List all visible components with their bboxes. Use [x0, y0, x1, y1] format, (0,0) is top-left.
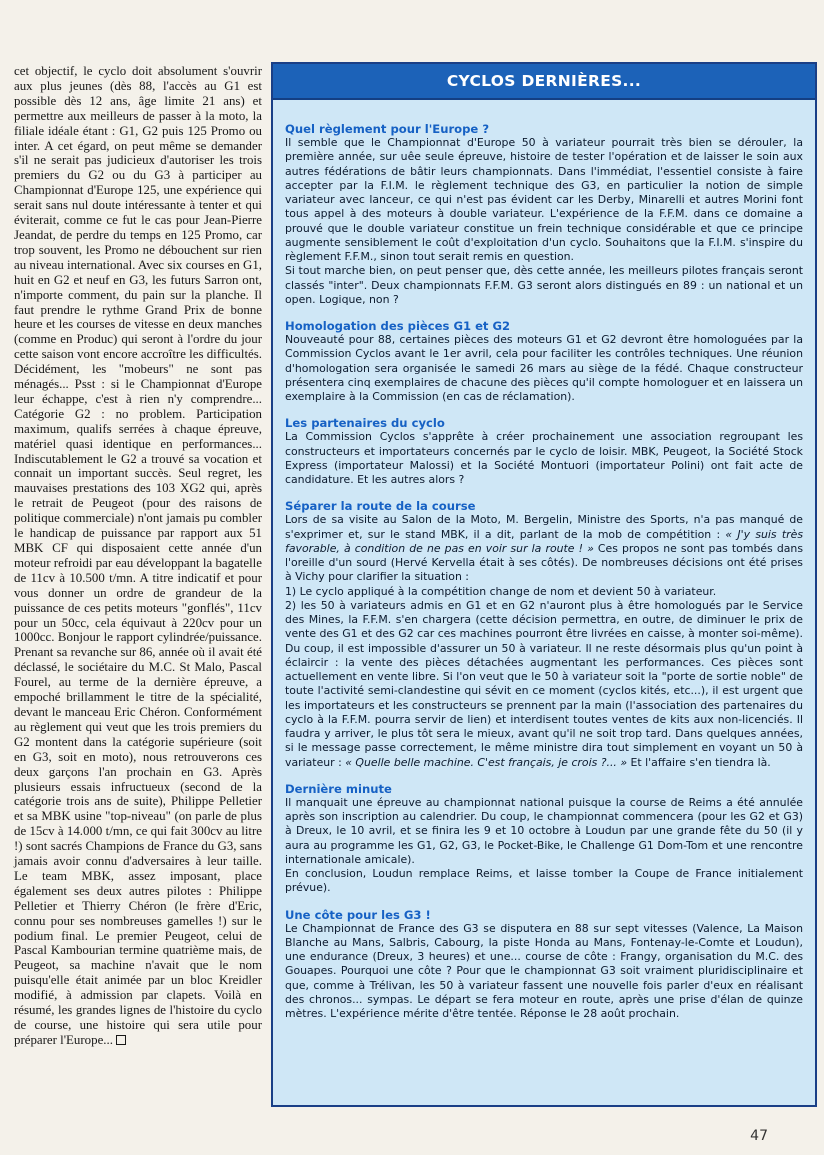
- section-heading-partenaires: Les partenaires du cyclo: [285, 416, 445, 431]
- section-heading-reglement-europe: Quel règlement pour l'Europe ?: [285, 122, 490, 136]
- minister-quote-1: « J'y suis très favorable, à condition de ne pas en voir sur la route ! »: [285, 527, 804, 555]
- sidebar-header: [273, 64, 815, 100]
- section-text-separer-route: [285, 513, 803, 770]
- separer-route-text-part-2: Ces propos ne sont pas tombés dans l'oreille d'un sourd (Hervé Kervella était à ses côtés). De nombreuses décisions ont été prises à Vichy pour clarifier la situation : 1) Le cyclo appliqué à la compétition change de nom et devient 50 à variateur. 2) les 50 à variateurs admis en G1 et en G2 n'auront plus à être homologués par le Service des Mines, la F.F.M. s'en chargera (cette décision permettra, en outre, de diminuer le prix de vente des G1 et des G2 car ces machines pourront être livrées en caisse, à monter soi-même). Du coup, il est impossible d'assurer un 50 à variateur. Il ne reste désormais plus qu'un point à éclaircir : la vente des pièces détachées augmentant les performances. Ces pièces sont actuellement en vente libre. Si l'on veut que le 50 à variateur soit la "porte de sortie noble" de toute l'activité semi-clandestine qui sévit en ce moment (cyclos kités, etc...), il est urgent que les importateurs et les constructeurs se prennent par la main (l'association des partenaires du cyclo à la F.F.M. pourra servir de lien) et interdisent toutes ventes de kits aux non-licenciés. Il faudra y arriver, le plus tôt sera le mieux, avant qu'il ne soit trop tard. Dans quelques années, si le message passe correctement, le même ministre dira tout simplement en voyant un 50 à variateur :: [285, 541, 804, 769]
- section-heading-cote-g3: Une côte pour les G3 !: [285, 907, 431, 922]
- section-heading-derniere-minute: Dernière minute: [285, 781, 392, 796]
- minister-quote-2: « Quelle belle machine. C'est français, je crois ?... »: [345, 755, 628, 769]
- section-text-homologation: Nouveauté pour 88, certaines pièces des moteurs G1 et G2 devront être homologuées par la Commission Cyclos avant le 1er avril, cela pour faciliter les contrôles techniques. Une réunion d'homologation sera organisée le samedi 26 mars au siège de la fédé. Chaque constructeur présentera cinq exemplaires de chacune des pièces qu'il compte homologuer et en laissera un exemplaire à la Commission (en cas de réclamation).: [285, 333, 803, 403]
- left-article-column: [14, 64, 262, 1048]
- sidebar-body: [285, 122, 803, 1033]
- section-text-reglement-europe: Il semble que le Championnat d'Europe 50 à variateur pourrait très bien se dérouler, la première année, sur uêe seule épreuve, histoire de tester l'opération et de laisser le soin aux autres fédérations de bâtir leurs championnats. Dans l'immédiat, l'essentiel consiste à faire accepter par la F.I.M. le règlement technique des G3, en particulier la notion de simple variateur avec lanceur, ce qui n'est pas évident car les Derby, Minarelli et autres Morini font tous appel à des moteurs à double variateur. L'expérience de la F.F.M. dans ce domaine a prouvé que le double variateur constitue un frein technique considérable et que ce principe augmente sensiblement le coût d'exploitation d'un cyclo. Souhaitons que la F.I.M. s'inspire du règlement F.F.M., sinon tout serait remis en question. Si tout marche bien, on peut penser que, dès cette année, les meilleurs pilotes français seront classés "inter". Deux championnats F.F.M. G3 seront alors distingués en 89 : un national et un open. Logique, non ?: [285, 136, 803, 306]
- end-of-article-square-icon: [116, 1035, 126, 1045]
- section-heading-homologation: Homologation des pièces G1 et G2: [285, 319, 511, 333]
- section-text-cote-g3: Le Championnat de France des G3 se disputera en 88 sur sept vitesses (Valence, La Maison Blanche au Mans, Salbris, Cabourg, la piste Honda au Mans, Fontenay-le-Comte et Loudun), une endurance (Dreux, 3 heures) et une... course de côte : Frangy, organisation du M.C. des Gouapes. Pourquoi une côte ? Pour que le championnat G3 soit vraiment pluridisciplinaire et que, comme à Trélivan, les 50 à variateur fassent une nouvelle fois parler d'eux en réalisant des chronos... sympas. Le départ se fera moteur en route, après une prise d'élan de quinze mètres. L'expérience mérite d'être tentée. Réponse le 28 août prochain.: [285, 921, 803, 1020]
- separer-route-text-part-1: Lors de sa visite au Salon de la Moto, M. Bergelin, Ministre des Sports, n'a pas manqué de s'exprimer et, sur le stand MBK, il a dit, parlant de la mob de compétition :: [285, 513, 803, 541]
- page-number: 47: [750, 1128, 768, 1144]
- section-heading-separer-route: Séparer la route de la course: [285, 499, 476, 514]
- section-text-partenaires: La Commission Cyclos s'apprête à créer prochainement une association regroupant les constructeurs et importateurs concernés par le cyclo de loisir. MBK, Peugeot, la Société Stock Express (importateur Malossi) et la Société Montuori (importateur Polini) ont fait acte de candidature. Et les autres alors ?: [285, 430, 803, 486]
- section-text-derniere-minute: Il manquait une épreuve au championnat national puisque la course de Reims a été annulée après son inscription au calendrier. Du coup, le championnat commencera (pour les G2 et G3) à Dreux, le 10 avril, et se finira les 9 et 10 octobre à Loudun par une grande fête du 50 (il y aura au programme les G1, G2, G3, le Pocket-Bike, le Challenge G1 Dom-Tom et une rencontre internationale amicale). En conclusion, Loudun remplace Reims, et laisse tomber la Coupe de France initialement prévue).: [285, 795, 803, 895]
- sidebar-title: CYCLOS DERNIÈRES...: [446, 72, 642, 90]
- separer-route-text-part-3: Et l'affaire s'en tiendra là.: [627, 755, 771, 769]
- sidebar-box: [271, 62, 817, 1107]
- left-article-text: cet objectif, le cyclo doit absolument s'ouvrir aux plus jeunes (dès 88, l'accès au G1 est possible dès 12 ans, âge limite 21 ans) et permettre aux meilleurs de passer à la moto, la filiale idéale étant : G1, G2 puis 125 Promo ou inter. A cet égard, on peut même se demander s'il ne serait pas judicieux d'autoriser les trois premiers du G2 ou du G3 à participer au Championnat d'Europe 125, une expérience qui serait sans nul doute intéressante à tenter et qui éviterait, comme ce fut le cas pour Jean-Pierre Jeandat, de perdre du temps en 125 Promo, car trop souvent, les Promo ne débouchent sur rien au niveau international. Avec six courses en G1, huit en G2 et neuf en G3, les futurs Sarron ont, n'importe comment, du pain sur la planche. Il faut prendre le rythme Grand Prix de bonne heure et les courses de vitesse en deux manches (comme en Produc) qui seront à l'ordre du jour cette saison vont encore accroître les difficultés. Décidément, les "mobeurs" ne sont pas ménagés... Psst : si le Championnat d'Europe leur échappe, c'est à rien n'y comprendre... Catégorie G2 : no problem. Participation maximum, qualifs serrées à chaque épreuve, matériel quasi identique en performances... Indiscutablement le G2 a trouvé sa vocation et connait un important succès. Seul regret, les mauvaises prestations des 103 XG2 qui, après le retrait de Peugeot (pour des raisons de politique commerciale) n'ont jamais pu combler le handicap de puissance par rapport aux 51 MBK CF qui disposaient cette année d'un moteur refroidi par eau développant la bagatelle de 11cv à 10.500 t/mn. A titre indicatif et pour vous donner un ordre de grandeur de la puissance de ces petits moteurs "gonflés", 11cv pour un 50cc, cela équivaut à 220cv pour un 1000cc. Bonjour le rapport cylindrée/puissance. Prenant sa revanche sur 86, année où il avait été déclassé, le sociétaire du M.C. St Malo, Pascal Fourel, au terme de la dernière épreuve, a empoché brillamment le titre de la spécialité, devant le manceau Eric Chéron. Conformément au règlement qui veut que les trois premiers du G2 montent dans la catégorie supérieure (soit en G3, soit en moto), nous retrouverons ces deux garçons l'an prochain en G3. Après plusieurs essais infructueux (second de la catégorie trois ans de suite), Philippe Pelletier et sa MBK usine "top-niveau" (on parle de plus de 15cv à 14.000 t/mn, ce qui fait 300cv au litre !) sont sacrés Champions de France du G3, sans jamais avoir connu d'adversaires à leur taille. Le team MBK, assez imposant, place également ses deux autres pilotes : Philippe Pelletier et Thierry Chéron (le frère d'Eric, connu pour ses nombreuses gamelles !) sur le podium final. Le premier Peugeot, celui de Pascal Kambourian termine quatrième mais, de Peugeot, sa machine n'avait que le nom puisqu'elle était animée par un bloc Kreidler modifié, à admission par clapets. Voilà en résumé, les grandes lignes de l'histoire du cyclo de course, une histoire qui sera utile pour préparer l'Europe...: [14, 64, 262, 1047]
